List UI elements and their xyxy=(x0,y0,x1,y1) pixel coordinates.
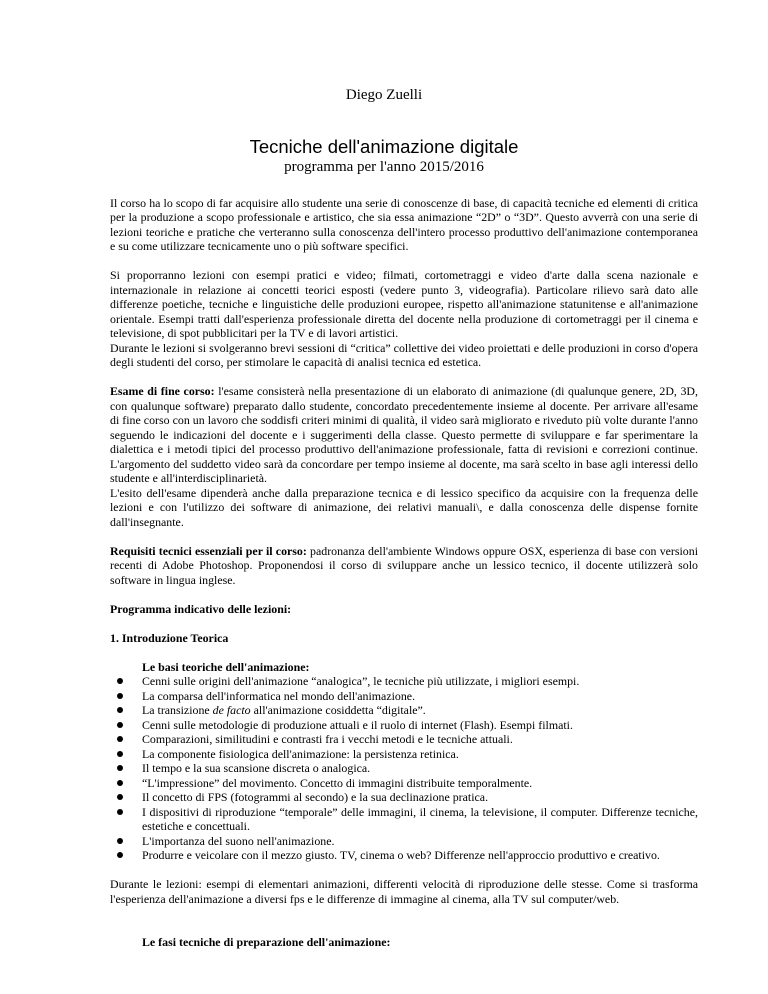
bullet-dot-icon xyxy=(117,693,123,699)
closing-paragraph: Durante le lezioni: esempi di elementari animazioni, differenti velocità di riproduzione delle stesse. Come si trasforma l'esperienza dell'animazione a diversi fps e le differenze di immagine al cinema, alla TV sul computer/web. xyxy=(110,877,698,906)
bullet-dot-icon xyxy=(117,722,123,728)
list-item-emphasis: de facto xyxy=(212,703,251,717)
spacer xyxy=(110,181,698,196)
list-item-text: L'importanza del suono nell'animazione. xyxy=(142,833,335,848)
list-item xyxy=(142,718,698,733)
list-item-text-end: all'animazione cosiddetta “digitale”. xyxy=(250,703,426,717)
exam-label: Esame di fine corso: xyxy=(110,384,215,398)
list-item xyxy=(142,703,698,718)
document-subtitle: programma per l'anno 2015/2016 xyxy=(284,159,484,175)
spacer xyxy=(110,863,698,878)
section-heading-1: 1. Introduzione Teorica xyxy=(110,630,229,645)
list-item xyxy=(142,732,698,747)
bullet-dot-icon xyxy=(117,736,123,742)
subheading-fasi-tecniche: Le fasi tecniche di preparazione dell'animazione: xyxy=(142,935,391,949)
bullet-dot-icon xyxy=(117,751,123,757)
spacer xyxy=(110,587,698,602)
document-body xyxy=(110,181,698,950)
list-item xyxy=(142,790,698,805)
intro-paragraph-1: Il corso ha lo scopo di far acquisire allo studente una serie di conoscenze di base, di capacità tecniche ed elementi di critica per la produzione a scopo professionale e artistico, che sia essa animazione “2D” o “3D”. Questo avverrà con una serie di lezioni teoriche e pratiche che verteranno sulla conoscenza dell'intero processo produttivo dell'animazione contemporanea e su come utilizzare tecnicamente uno o più software specifici. xyxy=(110,195,698,253)
requirements-label: Requisiti tecnici essenziali per il corso: xyxy=(110,543,307,558)
list-item-text: Il concetto di FPS (fotogrammi al secondo) e la sua declinazione pratica. xyxy=(142,790,489,804)
list-item xyxy=(142,761,698,776)
bullet-dot-icon xyxy=(117,780,123,786)
bullet-dot-icon xyxy=(117,838,123,844)
bullet-dot-icon xyxy=(117,707,123,713)
bullet-dot-icon xyxy=(117,678,123,684)
list-item xyxy=(142,776,698,791)
requirements-text: padronanza dell'ambiente Windows oppure OSX, esperienza di base con versioni recenti di Adobe Photoshop. Proponendosi il corso di sviluppare anche un lessico tecnico, il docente utilizzerà solo software in lingua inglese. xyxy=(110,543,698,587)
intro-paragraph-2: Si proporranno lezioni con esempi pratici e video; filmati, cortometraggi e video d'arte dalla scena nazionale e internazionale in relazione ai concetti teorici esposti (vedere punto 3, videografia). Particolare rilievo sarà dato alle differenze poetiche, tecniche e linguistiche delle produzioni europee, rispetto all'animazione statunitense e all'animazione orientale. Esempi tratti dall'esperienza professionale diretta del docente nella produzione di cortometraggi per il cinema e televisione, di spot pubblicitari per la TV e di lavori artistici. xyxy=(110,268,698,340)
spacer xyxy=(110,645,698,660)
author-name: Diego Zuelli xyxy=(345,87,423,103)
bullet-dot-icon xyxy=(117,765,123,771)
list-item-text: Produrre e veicolare con il mezzo giusto. TV, cinema o web? Differenze nell'approccio produttivo e creativo. xyxy=(142,848,660,862)
list-item xyxy=(142,834,698,849)
list-item-text: Comparazioni, similitudini e contrasti fra i vecchi metodi e le tecniche attuali. xyxy=(142,732,513,746)
list-item xyxy=(142,674,698,689)
bullet-dot-icon xyxy=(117,852,123,858)
exam-text: l'esame consisterà nella presentazione di un elaborato di animazione (di qualunque genere, 2D, 3D, con qualunque software) preparato dallo studente, concordato precedentemente insieme al docente. Per arrivare all'esame di fine corso con un lavoro che soddisfi criteri minimi di qualità, il video sarà migliorato e riveduto più volte durante l'anno seguendo le indicazioni del docente e i suggerimenti della classe. Questo permette di sviluppare e far sperimentare la dialettica e i metodi tipici del processo produttivo dell'animazione professionale, fatta di revisioni e correzioni continue. L'argomento del suddetto video sarà da concordare per tempo insieme al docente, ma sarà scelto in base agli interessi dello studente e all'interdisciplinarietà. xyxy=(110,384,698,485)
bullet-list xyxy=(110,674,698,863)
spacer xyxy=(110,254,698,269)
list-item-text: La comparsa dell'informatica nel mondo dell'animazione. xyxy=(142,688,416,703)
list-item-text: “L'impressione” del movimento. Concetto di immagini distribuite temporalmente. xyxy=(142,775,533,790)
list-item-text: Il tempo e la sua scansione discreta o analogica. xyxy=(142,761,371,775)
list-item xyxy=(142,689,698,704)
list-item xyxy=(142,848,698,863)
intro-paragraph-3: Durante le lezioni si svolgeranno brevi sessioni di “critica” collettive dei video proiettati e delle produzioni in corso d'opera degli studenti del corso, per stimolare le capacità di analisi tecnica ed estetica. xyxy=(110,340,698,369)
spacer xyxy=(110,370,698,385)
list-item xyxy=(142,747,698,762)
spacer xyxy=(110,906,698,935)
exam-paragraph xyxy=(110,384,698,486)
list-item-text: La transizione xyxy=(142,703,213,717)
bullet-dot-icon xyxy=(117,794,123,800)
list-item-text: La componente fisiologica dell'animazione: la persistenza retinica. xyxy=(142,746,459,761)
bullet-dot-icon xyxy=(117,809,123,815)
spacer xyxy=(110,529,698,544)
program-heading: Programma indicativo delle lezioni: xyxy=(110,601,292,616)
list-item-text: I dispositivi di riproduzione “temporale” delle immagini, il cinema, la televisione, il computer. Differenze tecniche, estetiche e concettuali. xyxy=(142,804,698,833)
list-item-text: Cenni sulle metodologie di produzione attuali e il ruolo di internet (Flash). Esempi filmati. xyxy=(142,717,573,732)
subheading-basi-teoriche: Le basi teoriche dell'animazione: xyxy=(142,659,310,674)
document-title: Tecniche dell'animazione digitale xyxy=(249,136,519,157)
spacer xyxy=(110,616,698,631)
requirements-paragraph xyxy=(110,544,698,588)
list-item-text: Cenni sulle origini dell'animazione “analogica”, le tecniche più utilizzate, i migliori esempi. xyxy=(142,674,580,688)
list-item xyxy=(142,805,698,834)
exam-paragraph-2: L'esito dell'esame dipenderà anche dalla preparazione tecnica e di lessico specifico da acquisire con la frequenza delle lezioni e con l'utilizzo dei software di animazione, dei relativi manuali\, e dalla conoscenza delle dispense fornite dall'insegnante. xyxy=(110,485,698,529)
